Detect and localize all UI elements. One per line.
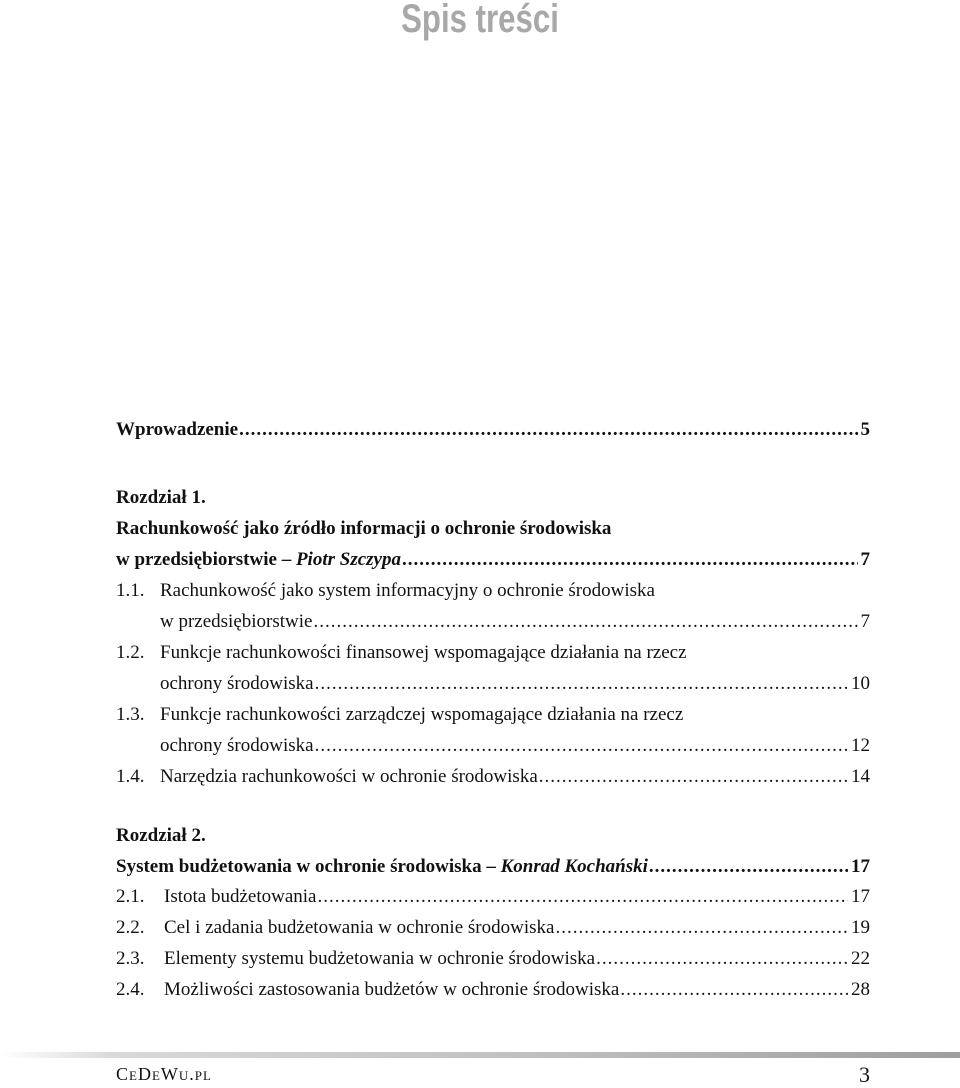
chapter-2-title[interactable] xyxy=(116,851,870,883)
section-number: 2.2. xyxy=(116,917,145,938)
toc-section-1-4[interactable] xyxy=(116,761,870,793)
toc-page-number: 17 xyxy=(851,886,870,907)
section-title-line1: Rachunkowość jako system informacyjny o ochronie środowiska xyxy=(160,580,655,601)
section-number: 1.3. xyxy=(116,704,145,725)
chapter-1-title-line2: w przedsiębiorstwie – Piotr Szczypa xyxy=(116,549,401,570)
chapter-2-author: Konrad Kochański xyxy=(500,856,648,877)
toc-section-2-1[interactable] xyxy=(116,881,870,913)
section-title: Cel i zadania budżetowania w ochronie środowiska xyxy=(164,917,555,938)
toc-page-number: 19 xyxy=(851,917,870,938)
section-title: Istota budżetowania xyxy=(164,886,317,907)
dot-leader xyxy=(539,761,848,793)
toc-page-number: 28 xyxy=(851,979,870,1000)
toc-section-1-2-end[interactable] xyxy=(116,668,870,700)
dot-leader xyxy=(555,912,848,944)
section-number: 2.3. xyxy=(116,948,145,969)
toc-page-number: 14 xyxy=(851,766,870,787)
section-number: 1.4. xyxy=(116,766,145,787)
section-number: 2.1. xyxy=(116,886,145,907)
footer-divider xyxy=(0,1052,960,1058)
dot-leader xyxy=(239,414,857,446)
toc-page-number: 7 xyxy=(860,549,870,570)
section-title: Narzędzia rachunkowości w ochronie środowiska xyxy=(160,766,538,787)
chapter-1-title-line1: Rachunkowość jako źródło informacji o ochronie środowiska xyxy=(116,518,612,539)
toc-entry-title: Wprowadzenie xyxy=(116,419,239,440)
toc-page-number: 17 xyxy=(851,856,870,877)
dot-leader xyxy=(649,851,848,883)
dot-leader xyxy=(317,881,848,913)
footer-page-number: 3 xyxy=(859,1062,870,1087)
chapter-1-title-end[interactable] xyxy=(116,544,870,576)
dot-leader xyxy=(315,668,848,700)
toc-entry-intro[interactable] xyxy=(116,414,870,446)
toc-section-2-4[interactable] xyxy=(116,974,870,1006)
toc-section-1-1-end[interactable] xyxy=(116,606,870,638)
footer-brand: CeDeWu.pl xyxy=(116,1064,212,1084)
page-title: Spis treści xyxy=(401,0,559,41)
dot-leader xyxy=(596,943,848,975)
section-title-line1: Funkcje rachunkowości zarządczej wspomagające działania na rzecz xyxy=(160,704,684,725)
section-title: Możliwości zastosowania budżetów w ochronie środowiska xyxy=(164,979,620,1000)
dot-leader xyxy=(620,974,848,1006)
toc-page-number: 7 xyxy=(860,611,870,632)
chapter-1-label: Rozdział 1. xyxy=(116,487,206,508)
section-number: 2.4. xyxy=(116,979,145,1000)
dot-leader xyxy=(315,730,848,762)
toc-section-1-1[interactable] xyxy=(116,575,870,607)
chapter-1-author: Piotr Szczypa xyxy=(295,549,401,570)
section-title-line2: ochrony środowiska xyxy=(160,673,314,694)
section-number: 1.1. xyxy=(116,580,145,601)
toc-page-number: 12 xyxy=(851,735,870,756)
toc-page-number: 10 xyxy=(851,673,870,694)
chapter-2-title-text: System budżetowania w ochronie środowiska – Konrad Kochański xyxy=(116,856,648,877)
toc-section-1-2[interactable] xyxy=(116,637,870,669)
section-title-line2: w przedsiębiorstwie xyxy=(160,611,313,632)
chapter-2-label: Rozdział 2. xyxy=(116,825,206,846)
toc-section-2-3[interactable] xyxy=(116,943,870,975)
toc-page-number: 5 xyxy=(860,419,870,440)
dot-leader xyxy=(402,544,858,576)
toc-section-2-2[interactable] xyxy=(116,912,870,944)
section-title: Elementy systemu budżetowania w ochronie środowiska xyxy=(164,948,596,969)
section-title-line1: Funkcje rachunkowości finansowej wspomagające działania na rzecz xyxy=(160,642,687,663)
dot-leader xyxy=(313,606,857,638)
toc-section-1-3-end[interactable] xyxy=(116,730,870,762)
section-title-line2: ochrony środowiska xyxy=(160,735,314,756)
toc-page-number: 22 xyxy=(851,948,870,969)
toc-section-1-3[interactable] xyxy=(116,699,870,731)
section-number: 1.2. xyxy=(116,642,145,663)
chapter-1-title[interactable] xyxy=(116,513,870,545)
